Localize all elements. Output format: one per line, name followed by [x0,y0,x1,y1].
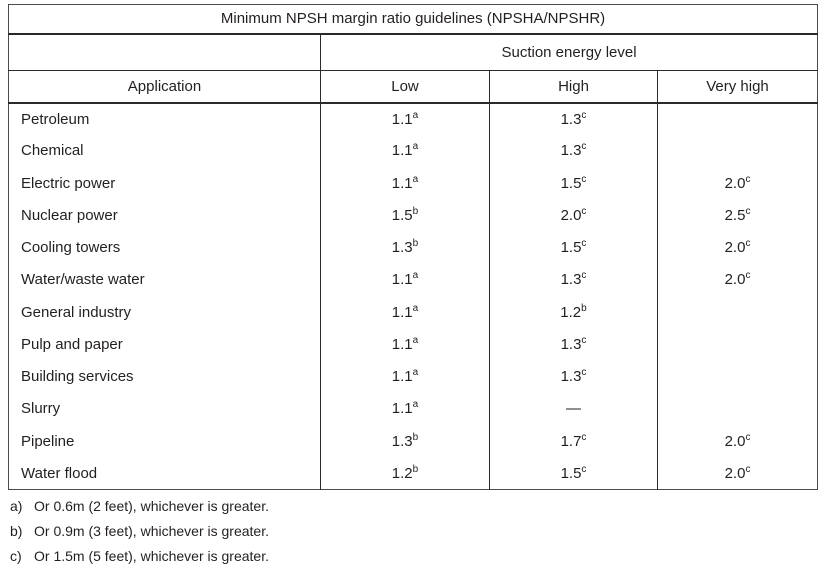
footnote-marker: a [412,109,419,121]
application-cell: Water/waste water [9,264,321,296]
table-row [9,199,818,231]
column-header-high: High [490,71,658,103]
footnote-text: Or 0.9m (3 feet), whichever is greater. [34,523,269,539]
very-high-value-cell [658,103,818,135]
application-cell: Building services [9,361,321,393]
footnote-marker: c [745,238,751,250]
application-cell: Petroleum [9,103,321,135]
very-high-value-cell: 2.0$^c$ [724,431,751,450]
footnote-label: c) [10,548,22,564]
footnote-marker: a [412,302,419,314]
low-value-cell: 1.1$^a$ [321,296,490,328]
high-value-cell: 1.3$^c$ [490,361,658,393]
footnote-marker: a [412,173,419,185]
footnote-marker: b [412,205,419,217]
footnote-marker: c [581,205,587,217]
high-value-cell: — [490,393,658,425]
application-cell: Pulp and paper [9,328,321,360]
low-value-cell: 1.1$^a$ [321,393,490,425]
table-row [9,296,818,328]
application-cell: Chemical [9,135,321,167]
very-high-value-cell [658,135,818,167]
application-cell: Cooling towers [9,232,321,264]
high-value-cell: 1.3$^c$ [490,328,658,360]
footnote-marker: a [412,270,419,282]
low-value-cell: 1.1$^a$ [321,264,490,296]
footnote-marker: c [581,334,587,346]
table-row [9,103,818,135]
footnote-marker: c [745,463,751,475]
low-value-cell: 1.1$^a$ [321,103,490,135]
footnote-marker: c [745,431,751,443]
application-cell: Water flood [9,457,321,489]
footnote-marker: c [581,238,587,250]
footnote-text: Or 1.5m (5 feet), whichever is greater. [34,548,269,564]
high-value-cell: 1.2$^b$ [490,296,658,328]
footnote-marker: b [412,238,419,250]
high-value-cell: 1.3$^c$ [490,264,658,296]
footnote-marker: c [581,367,587,379]
low-value-cell: 1.3$^b$ [321,232,490,264]
application-cell: General industry [9,296,321,328]
column-header-row [9,71,818,103]
footnote-marker: a [412,399,419,411]
very-high-value-cell: 2.0$^c$ [724,238,751,257]
low-value-cell: 1.3$^b$ [321,425,490,457]
application-cell: Pipeline [9,425,321,457]
high-value-cell: 1.5$^c$ [490,232,658,264]
very-high-value-cell [658,296,818,328]
footnote-marker: c [745,205,751,217]
application-cell: Slurry [9,393,321,425]
footnote-marker: c [581,270,587,282]
footnote-marker: b [412,463,419,475]
low-value-cell: 1.1$^a$ [321,135,490,167]
very-high-value-cell: 2.0$^c$ [724,270,751,289]
low-value-cell: 1.1$^a$ [321,328,490,360]
table-row [9,425,818,457]
suction-energy-level-header: Suction energy level [321,34,818,71]
table-row [9,361,818,393]
footnote-marker: a [412,367,419,379]
footnote-marker: c [581,109,587,121]
table-row [9,457,818,489]
column-header-low: Low [321,71,490,103]
very-high-value-cell: 2.0$^c$ [724,463,751,482]
application-cell: Electric power [9,167,321,199]
group-header-row [9,34,818,71]
high-value-cell: 1.3$^c$ [490,103,658,135]
high-value-cell: 1.3$^c$ [490,135,658,167]
column-header-very-high: Very high [658,71,818,103]
empty-header-cell [9,34,321,71]
very-high-value-cell: 2.0$^c$ [724,173,751,192]
footnote-marker: c [581,431,587,443]
footnote-marker: c [581,141,587,153]
npsh-guidelines-table [8,4,818,490]
table-row [9,167,818,199]
table-title: Minimum NPSH margin ratio guidelines (NPSHA/NPSHR) [9,5,818,34]
very-high-value-cell: 2.5$^c$ [724,205,751,224]
footnote-marker: b [581,302,587,314]
footnote-marker: c [745,270,751,282]
low-value-cell: 1.2$^b$ [321,457,490,489]
footnote-text: Or 0.6m (2 feet), whichever is greater. [34,498,269,514]
high-value-cell: 2.0$^c$ [490,199,658,231]
low-value-cell: 1.1$^a$ [321,167,490,199]
footnote-marker: a [412,334,419,346]
footnote-marker: b [412,431,419,443]
footnote-label: a) [10,498,23,514]
very-high-value-cell [658,361,818,393]
footnote-marker: c [581,173,587,185]
low-value-cell: 1.5$^b$ [321,199,490,231]
high-value-cell: 1.7$^c$ [490,425,658,457]
footnote-marker: c [745,173,751,185]
table-title-row [9,5,818,34]
table-row [9,328,818,360]
footnote-marker: a [412,141,419,153]
footnotes [10,494,269,567]
footnote-label: b) [10,523,23,539]
footnote-line [10,494,269,519]
application-cell: Nuclear power [9,199,321,231]
footnote-marker: c [581,463,587,475]
high-value-cell: 1.5$^c$ [490,457,658,489]
table-row [9,393,818,425]
footnote-line [10,519,269,544]
table-row [9,232,818,264]
high-value-cell: 1.5$^c$ [490,167,658,199]
very-high-value-cell [658,328,818,360]
footnote-line [10,544,269,567]
table-row [9,135,818,167]
low-value-cell: 1.1$^a$ [321,361,490,393]
column-header-application: Application [9,71,321,103]
table-row [9,264,818,296]
very-high-value-cell [658,393,818,425]
